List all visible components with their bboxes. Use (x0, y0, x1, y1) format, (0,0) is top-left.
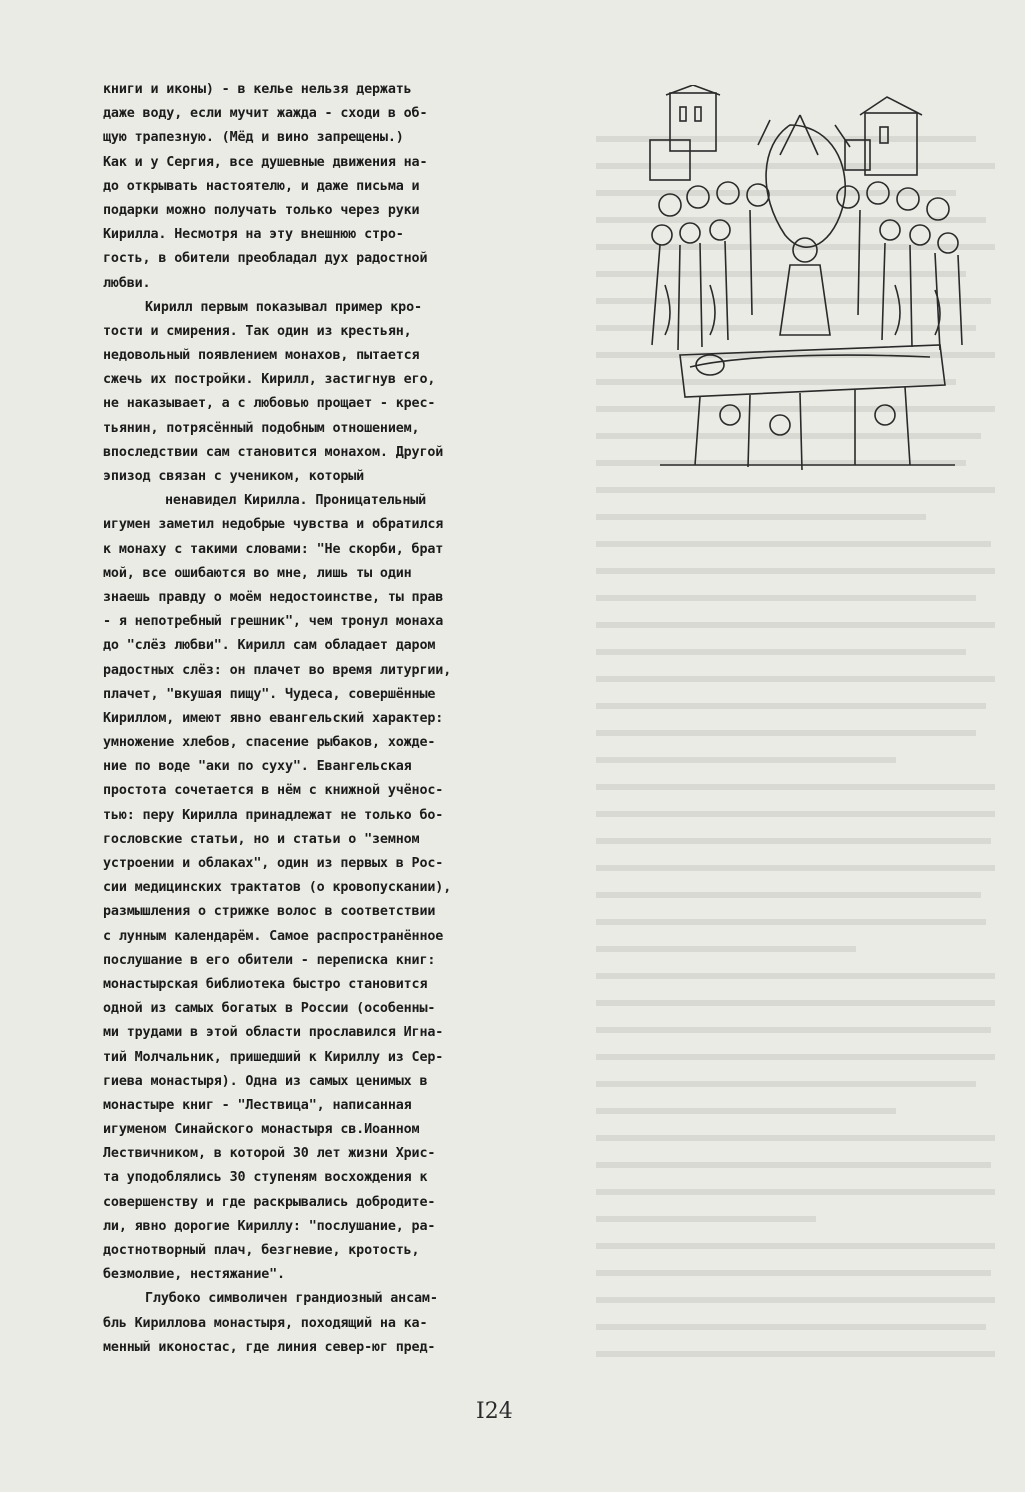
text-line: размышления о стрижке волос в соответствии (103, 904, 436, 920)
text-line: Глубоко символичен грандиозный ансам- (145, 1291, 438, 1307)
text-line: совершенству и где раскрывались добродите- (103, 1194, 436, 1210)
text-line: тью: перу Кирилла принадлежат не только бо- (103, 807, 444, 823)
text-line: до "слёз любви". Кирилл сам обладает даром (103, 638, 436, 654)
text-line: ненавидел Кирилла. Проницательный (165, 493, 427, 509)
text-line: мой, все ошибаются во мне, лишь ты один (103, 565, 412, 581)
text-line: гословские статьи, но и статьи о "земном (103, 831, 420, 847)
text-line: даже воду, если мучит жажда - сходи в об- (103, 106, 428, 122)
page-number: I24 (476, 1399, 513, 1424)
dormition-icon-drawing (640, 85, 975, 480)
text-line: любви. (103, 275, 151, 291)
text-line: игуменом Синайского монастыря св.Иоанном (103, 1122, 420, 1138)
text-line: плачет, "вкушая пищу". Чудеса, совершённые (103, 686, 436, 702)
text-line: игумен заметил недобрые чувства и обратился (103, 517, 444, 533)
text-line: сии медицинских трактатов (о кровопускании), (103, 880, 452, 896)
text-line: знаешь правду о моём недостоинстве, ты прав (103, 589, 444, 605)
text-line: послушание в его обители - переписка книг: (103, 952, 436, 968)
text-line: простота сочетается в нём с книжной учёнос- (103, 783, 444, 799)
main-text-column (103, 78, 523, 1360)
text-line: умножение хлебов, спасение рыбаков, хожде- (103, 735, 436, 751)
text-line: впоследствии сам становится монахом. Другой (103, 444, 444, 460)
text-line: достнотворный плач, безгневие, кротость, (103, 1243, 420, 1258)
text-line: книги и иконы) - в келье нельзя держать (103, 82, 412, 97)
text-line: недовольный появлением монахов, пытается (103, 348, 420, 364)
text-line: - я непотребный грешник", чем тронул монаха (103, 614, 444, 630)
text-line: тьянин, потрясённый подобным отношением, (103, 420, 420, 436)
text-line: Кирилл первым показывал пример кро- (145, 299, 422, 315)
text-line: Лествичником, в которой 30 лет жизни Хрис- (103, 1146, 436, 1162)
text-line: ние по воде "аки по суху". Евангельская (103, 759, 412, 775)
text-line: Кирилла. Несмотря на эту внешнюю стро- (103, 227, 404, 243)
text-line: гиева монастыря). Одна из самых ценимых в (103, 1073, 428, 1089)
text-line: одной из самых богатых в России (особенны- (103, 1001, 436, 1017)
text-line: щую трапезную. (Мёд и вино запрещены.) (103, 130, 404, 146)
text-line: к монаху с такими словами: "Не скорби, брат (103, 541, 444, 557)
text-line: Кириллом, имеют явно евангельский характер: (103, 710, 444, 726)
illustration-svg (640, 85, 975, 480)
text-line: менный иконостас, где линия север-юг пред- (103, 1339, 436, 1355)
text-line: эпизод связан с учеником, который (103, 469, 365, 484)
text-line: монастырская библиотека быстро становится (103, 976, 428, 992)
text-line: та уподоблялись 30 ступеням восхождения к (103, 1170, 428, 1186)
text-line: монастыре книг - "Лествица", написанная (103, 1097, 412, 1113)
text-line: бль Кириллова монастыря, походящий на ка- (103, 1315, 428, 1331)
text-line: не наказывает, а с любовью прощает - крес- (103, 396, 436, 412)
text-line: Как и у Сергия, все душевные движения на- (103, 154, 428, 170)
text-line: тий Молчальник, пришедший к Кириллу из Сер- (103, 1049, 444, 1065)
text-line: до открывать настоятелю, и даже письма и (103, 178, 420, 194)
text-line: гость, в обители преобладал дух радостной (103, 251, 428, 267)
text-line: безмолвие, нестяжание". (103, 1267, 285, 1283)
text-line: ми трудами в этой области прославился Игна- (103, 1025, 444, 1041)
text-line: тости и смирения. Так один из крестьян, (103, 323, 412, 339)
text-line: сжечь их постройки. Кирилл, застигнув его, (103, 372, 436, 388)
text-line: радостных слёз: он плачет во время литургии, (103, 662, 452, 678)
text-line: подарки можно получать только через руки (103, 202, 420, 218)
text-line: ли, явно дорогие Кириллу: "послушание, ра- (103, 1218, 436, 1234)
text-line: устроении и облаках", один из первых в Рос- (103, 856, 444, 871)
text-line: с лунным календарём. Самое распространённое (103, 928, 444, 944)
